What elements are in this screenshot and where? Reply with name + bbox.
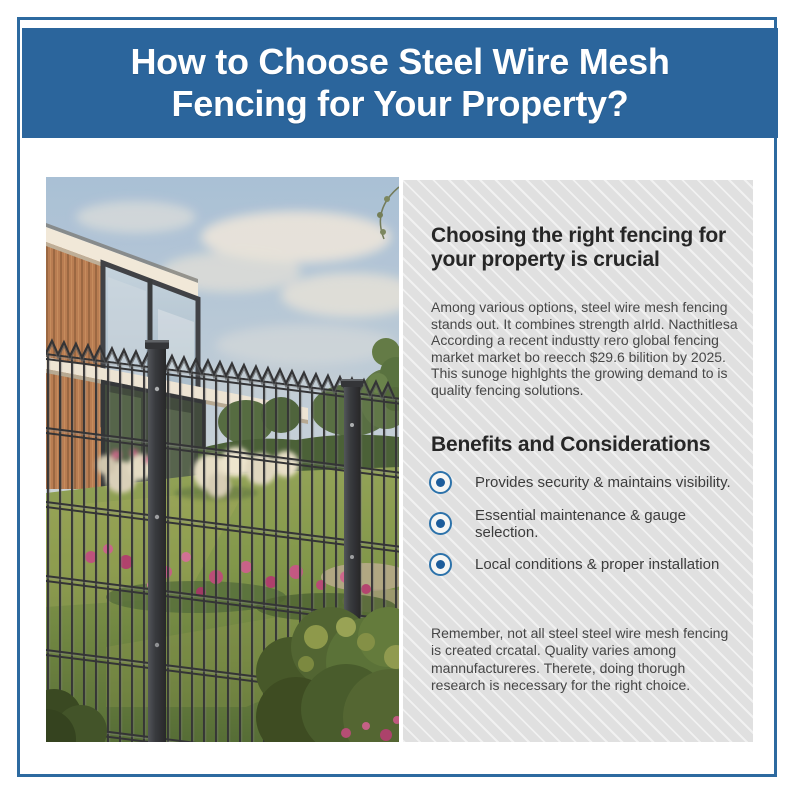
benefits-heading: Benefits and Considerations — [431, 433, 711, 456]
radio-bullet-icon — [429, 512, 452, 535]
text-panel — [403, 180, 753, 742]
benefit-item — [429, 550, 749, 579]
benefit-item — [429, 468, 749, 497]
benefits-list — [429, 468, 749, 591]
intro-paragraph: Among various options, steel wire mesh fencing stands out. It combines strength aIrld. Nacthitlesa According a recent industty rero global fencing market market bo reecch $29.6 bilition by 2025. This sunoge highlghts the growing demand to is quality fencing solutions. — [431, 299, 738, 398]
radio-bullet-icon — [429, 553, 452, 576]
benefit-item — [429, 506, 749, 541]
fence-photo — [46, 177, 399, 742]
intro-heading: Choosing the right fencing for your property is crucial — [431, 224, 726, 271]
benefit-label: Local conditions & proper installation — [475, 556, 720, 573]
header-banner — [22, 28, 778, 138]
fence-photo-illustration — [46, 177, 399, 742]
benefit-label: Essential maintenance & gauge selection. — [475, 506, 686, 541]
radio-bullet-icon — [429, 471, 452, 494]
closing-note: Remember, not all steel steel wire mesh fencing is created crcatal. Quality varies among mannufactureres. Therete, doing thorugh research is necessary for the right choice. — [431, 625, 729, 694]
benefit-label: Provides security & maintains visibility. — [475, 474, 731, 491]
page-title: How to Choose Steel Wire Mesh Fencing for Your Property? — [130, 40, 670, 124]
